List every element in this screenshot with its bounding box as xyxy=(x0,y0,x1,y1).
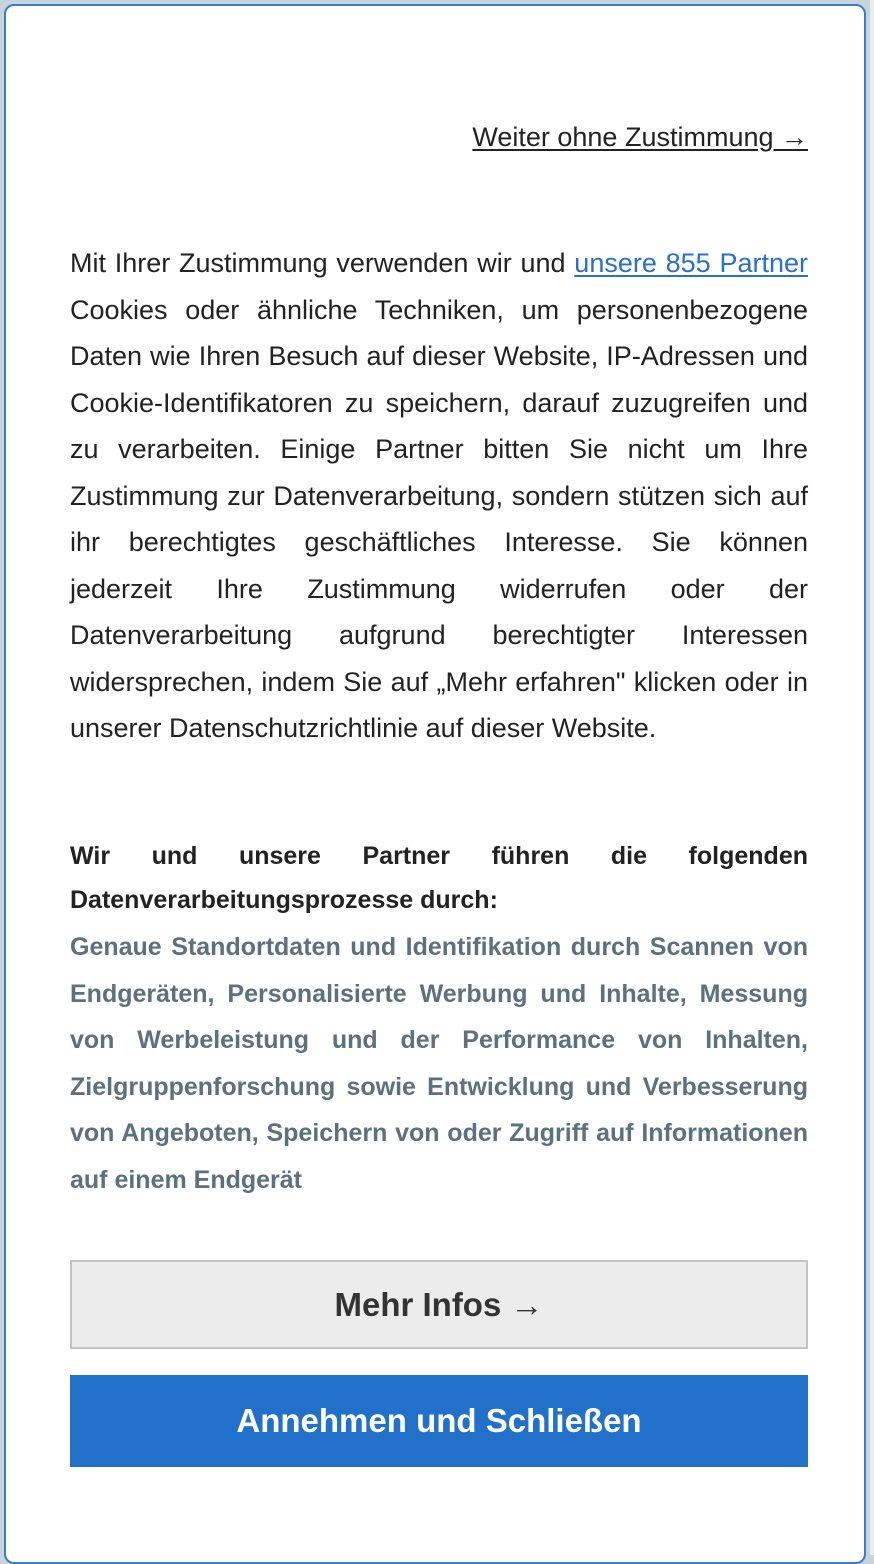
scrollbar[interactable] xyxy=(870,0,874,1555)
intro-text-start: Mit Ihrer Zustimmung verwenden wir und xyxy=(70,248,575,278)
continue-without-consent-link[interactable]: Weiter ohne Zustimmung → xyxy=(472,122,808,152)
consent-intro-text xyxy=(70,240,808,752)
purposes-heading: Wir und unsere Partner führen die folgenden Datenverarbeitungsprozesse durch: xyxy=(70,842,808,914)
consent-dialog xyxy=(4,4,866,1564)
intro-text-end: Cookies oder ähnliche Techniken, um personenbezogene Daten wie Ihren Besuch auf dieser Website, IP-Adressen und Cookie-Identifikatoren zu speichern, darauf zuzugreifen und zu verarbeiten. Einige Partner bitten Sie nicht um Ihre Zustimmung zur Datenverarbeitung, sondern stützen sich auf ihr berechtigtes geschäftliches Interesse. Sie können jederzeit Ihre Zustimmung widerrufen oder der Datenverarbeitung aufgrund berechtigter Interessen widersprechen, indem Sie auf „Mehr erfahren" klicken oder in unserer Datenschutzrichtlinie auf dieser Website. xyxy=(70,294,808,743)
partners-link[interactable]: unsere 855 Partner xyxy=(574,248,808,278)
accept-and-close-button[interactable]: Annehmen und Schließen xyxy=(70,1375,808,1467)
purposes-section xyxy=(70,834,808,922)
more-info-button[interactable]: Mehr Infos → xyxy=(70,1260,808,1349)
purposes-list: Genaue Standortdaten und Identifikation durch Scannen von Endgeräten, Personalisierte Werbung und Inhalte, Messung von Werbeleistung und der Performance von Inhalten, Zielgruppenforschung sowie Entwicklung und Verbesserung von Angeboten, Speichern von oder Zugriff auf Informationen auf einem Endgerät xyxy=(70,933,808,1194)
